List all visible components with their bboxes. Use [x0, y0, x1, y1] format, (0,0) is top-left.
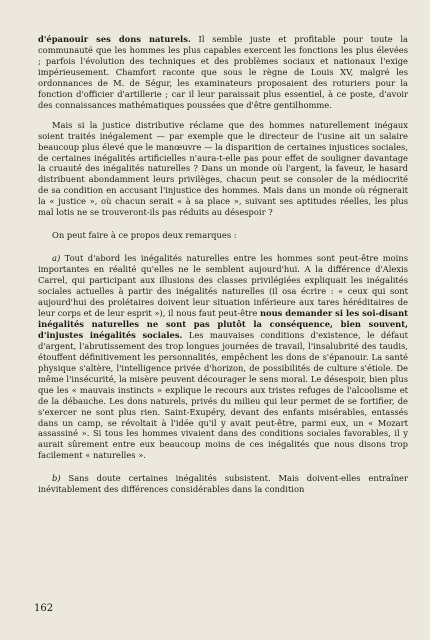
paragraph-3	[38, 230, 408, 241]
paragraph-4-text-b: Les mauvaises conditions d'existence, le défaut d'argent, l'abrutissement des trop longues journées de travail, l'insalubrité des taudis, étouffent définitivement les personnalités, empêchent les dons de s'épanouir. La santé physique s'altère, l'intelligence privée d'horizon, de possibilités de culture s'étiole. De même l'insécurité, la misère peuvent décourager le sens moral. Le désespoir, bien plus que les « mauvais instincts » explique le recours aux tristes refuges de l'alcoolisme et de la débauche. Les dons naturels, privés du milieu qui leur permet de se fortifier, de s'exercer ne sont plus rien. Saint-Exupéry, devant des enfants misérables, entassés dans un camp, se révoltait à l'idée qu'il y avait peut-être, parmi eux, un « Mozart assassiné ». Si tous les hommes vivaient dans des conditions sociales favorables, il y aurait sûrement entre eux beaucoup moins de ces inégalités que nous disons trop facilement « naturelles ».	[38, 329, 409, 461]
paragraph-4-bold-claim: nous demander si les soi-disant inégalités naturelles ne sont pas plutôt la conséquence, bien souvent, d'injustes inégalités sociales.	[38, 307, 408, 340]
page-number: 162	[34, 603, 54, 614]
paragraph-1-bold-lead: d'épanouir ses dons naturels.	[38, 34, 191, 44]
paragraph-2	[38, 120, 408, 219]
paragraph-5-text: Sans doute certaines inégalités subsistent. Mais doivent-elles entraîner inévitablement des différences considérables dans la condition	[38, 473, 408, 495]
paragraph-2-text: Mais si la justice distributive réclame que des hommes naturellement inégaux soient traités inégalement — par exemple que le directeur de l'usine ait un salaire beaucoup plus élevé que le manœuvre — la disparition de certaines injustices sociales, de certaines inégalités artificielles n'aura-t-elle pas pour effet de souligner davantage la cruauté des inégalités naturelles ? Dans un monde où l'argent, la faveur, le hasard distribuent abondamment leurs privilèges, chacun peut se consoler de la médiocrité de sa condition en accusant l'injustice des hommes. Mais dans un monde où régnerait la « justice », où chacun serait « à sa place », suivant ses aptitudes réelles, les plus mal lotis ne se trouveront-ils pas réduits au désespoir ?	[38, 119, 408, 218]
paragraph-4	[38, 253, 408, 461]
paragraph-5-label: b)	[52, 473, 61, 484]
paragraph-1-text: Il semble juste et profitable pour toute la communauté que les hommes les plus capables exercent les fonctions les plus élevées ; parfois l'évolution des techniques et des problèmes sociaux et nationaux l'exige impérieusement. Chamfort raconte que sous le règne de Louis XV, malgré les ordonnances de M. de Ségur, les examinateurs proposaient des roturiers pour la fonction d'officier d'artillerie ; car il leur paraissait plus essentiel, à ce poste, d'avoir des connaissances mathématiques poussées que d'être gentilhomme.	[38, 34, 408, 110]
paragraph-4-text-a: Tout d'abord les inégalités naturelles entre les hommes sont peut-être moins importantes en réalité qu'elles ne le semblent aujourd'hui. A la différence d'Alexis Carrel, qui participant aux illusions des classes privilégiées expliquait les inégalités sociales actuelles à partir des inégalités naturelles (il osa écrire : « ceux qui sont aujourd'hui des prolétaires doivent leur situation inférieure aux tares héréditaires de leur corps et de leur esprit »), il nous faut peut-être	[38, 253, 408, 318]
paragraph-5	[38, 473, 408, 495]
paragraph-3-text: On peut faire à ce propos deux remarques :	[52, 230, 237, 241]
paragraph-4-label: a)	[52, 253, 61, 264]
paragraph-1	[38, 34, 408, 111]
